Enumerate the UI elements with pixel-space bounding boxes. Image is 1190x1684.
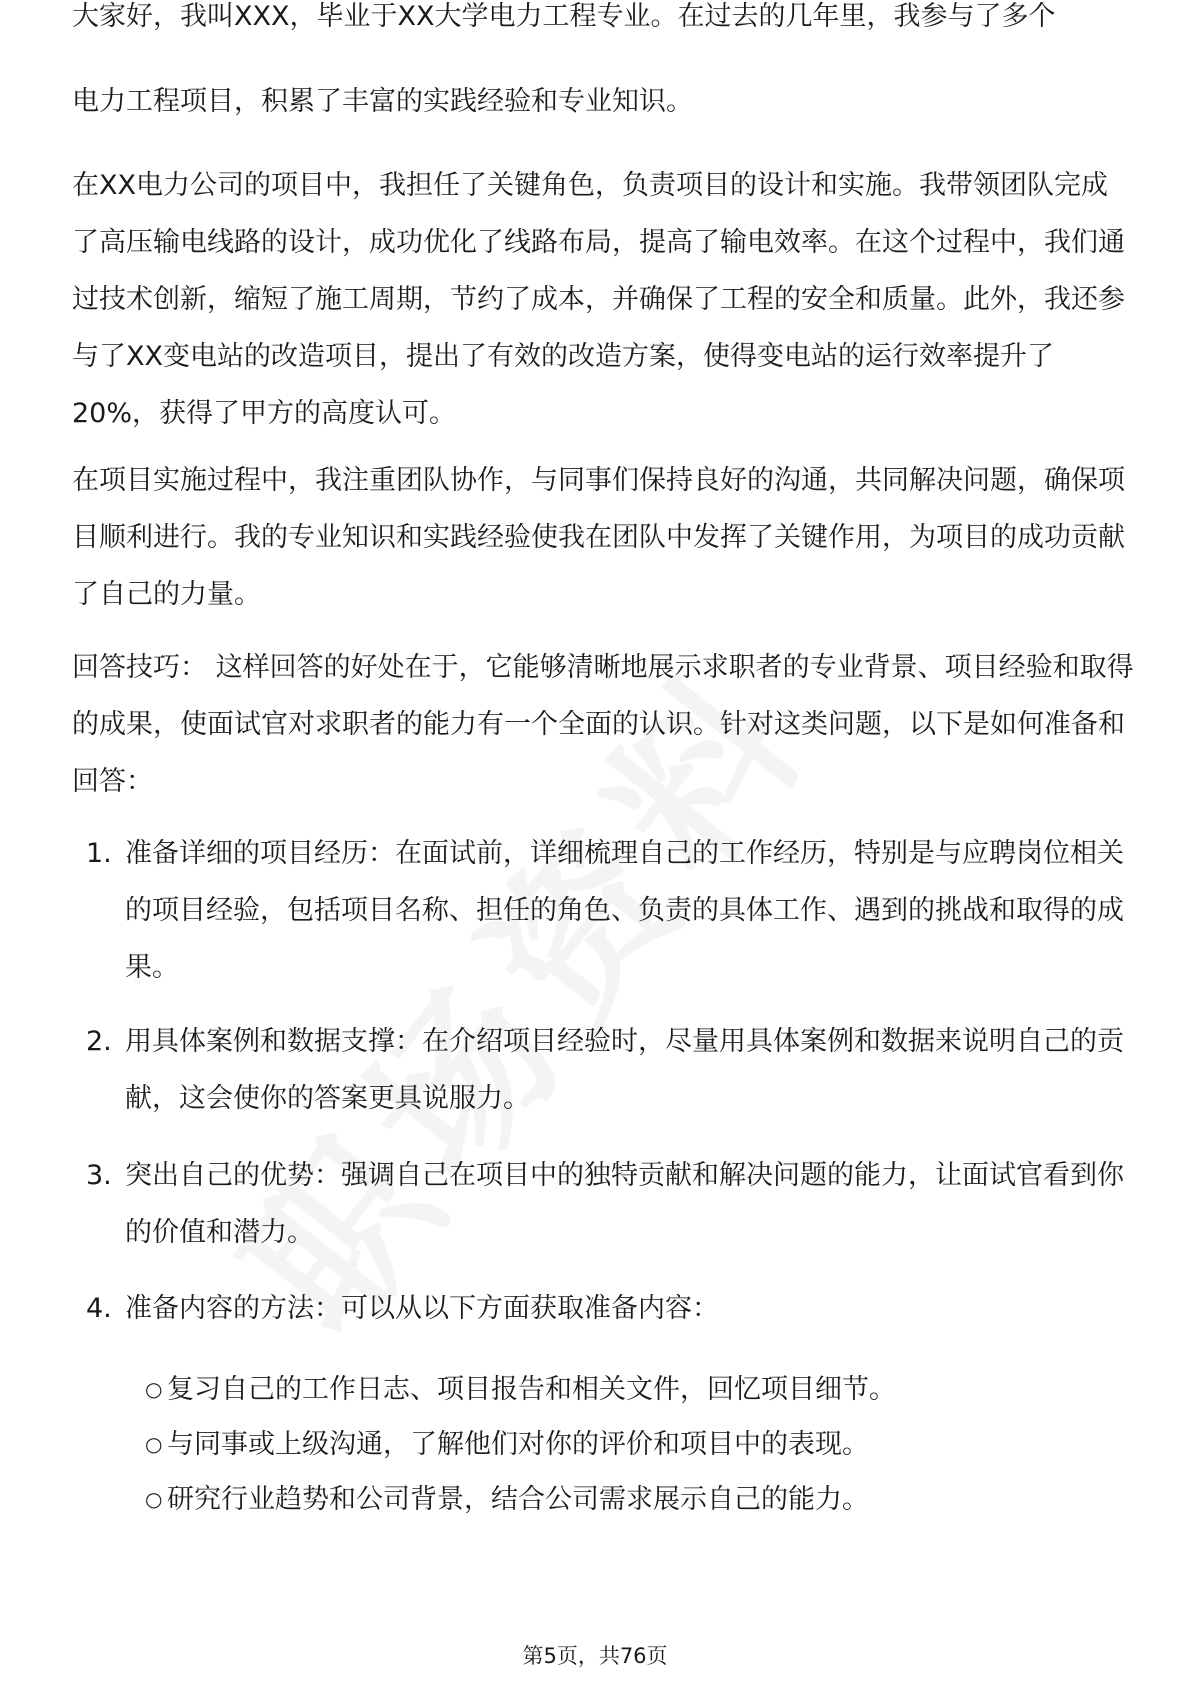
paragraph-1: 电力工程项目，积累了丰富的实践经验和专业知识。 xyxy=(72,86,693,117)
list-number: 4. xyxy=(86,1293,112,1324)
bullet-circle-icon: ○ xyxy=(145,1377,163,1401)
bullet-text: 复习自己的工作日志、项目报告和相关文件，回忆项目细节。 xyxy=(167,1374,896,1405)
list-number: 1. xyxy=(86,838,112,869)
page-number-footer: 第5页，共76页 xyxy=(522,1644,668,1668)
bullet-text: 与同事或上级沟通，了解他们对你的评价和项目中的表现。 xyxy=(167,1429,869,1460)
list-text: 准备内容的方法：可以从以下方面获取准备内容： xyxy=(125,1293,719,1324)
list-number: 2. xyxy=(86,1026,112,1057)
list-text: 突出自己的优势：强调自己在项目中的独特贡献和解决问题的能力，让面试官看到你的价值和潜力。 xyxy=(125,1160,1124,1248)
list-number: 3. xyxy=(86,1160,112,1191)
bullet-text: 研究行业趋势和公司背景，结合公司需求展示自己的能力。 xyxy=(167,1484,869,1515)
cut-off-line: 大家好，我叫XXX，毕业于XX大学电力工程专业。在过去的几年里，我参与了多个 xyxy=(72,1,1056,32)
list-text: 准备详细的项目经历：在面试前，详细梳理自己的工作经历，特别是与应聘岗位相关的项目经验，包括项目名称、担任的角色、负责的具体工作、遇到的挑战和取得的成果。 xyxy=(125,838,1124,983)
list-text: 用具体案例和数据支撑：在介绍项目经验时，尽量用具体案例和数据来说明自己的贡献，这会使你的答案更具说服力。 xyxy=(125,1026,1124,1114)
list-item-3 xyxy=(72,1147,1134,1261)
bullet-item-3 xyxy=(145,1471,1125,1528)
bullet-circle-icon: ○ xyxy=(145,1487,163,1511)
list-item-1 xyxy=(72,825,1134,996)
bullet-item-1 xyxy=(145,1361,1125,1418)
paragraph-3: 在项目实施过程中，我注重团队协作，与同事们保持良好的沟通，共同解决问题，确保项目顺利进行。我的专业知识和实践经验使我在团队中发挥了关键作用，为项目的成功贡献了自己的力量。 xyxy=(72,465,1125,610)
bullet-item-2 xyxy=(145,1416,1125,1473)
paragraph-2: 在XX电力公司的项目中，我担任了关键角色，负责项目的设计和实施。我带领团队完成了高压输电线路的设计，成功优化了线路布局，提高了输电效率。在这个过程中，我们通过技术创新，缩短了施工周期，节约了成本，并确保了工程的安全和质量。此外，我还参与了XX变电站的改造项目，提出了有效的改造方案，使得变电站的运行效率提升了20%，获得了甲方的高度认可。 xyxy=(72,170,1125,429)
list-item-4 xyxy=(72,1280,1134,1337)
bullet-circle-icon: ○ xyxy=(145,1432,163,1456)
paragraph-4: 回答技巧： 这样回答的好处在于，它能够清晰地展示求职者的专业背景、项目经验和取得的成果，使面试官对求职者的能力有一个全面的认识。针对这类问题，以下是如何准备和回答： xyxy=(72,652,1134,797)
list-item-2 xyxy=(72,1013,1134,1127)
